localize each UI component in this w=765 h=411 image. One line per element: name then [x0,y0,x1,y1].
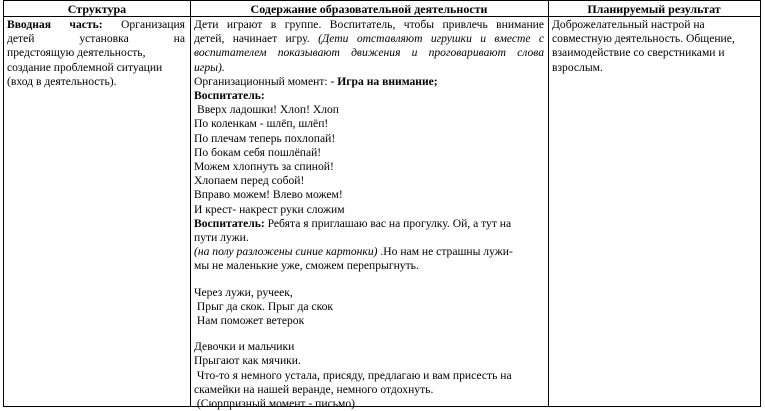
intro-italic: игры). [194,60,225,74]
header-divider [4,16,760,17]
walk-text: пути лужи. [194,231,249,245]
structure-line: детей установка на [7,32,185,46]
result-cell [552,18,756,75]
poem-line: Можем хлопнуть за спиной! [194,160,334,174]
surprise-moment: (Сюрпризный момент - письмо) [194,397,355,411]
rhyme-line: Что-то я немного устала, присяду, предлагаю и вам присесть на [194,368,512,382]
intro-line: детей, начинает игру. [194,32,319,46]
intro-italic: (Дети отставляют игрушки и вместе с [318,32,545,46]
header-result: Планируемый результат [587,2,721,16]
walk-text: Ребята я приглашаю вас на прогулку. Ой, а тут на [264,216,512,230]
rhyme-line: Прыгают как мячики. [194,354,301,368]
lesson-table [3,0,761,411]
poem-line: По коленкам - шлёп, шлёп! [194,117,329,131]
intro-italic: воспитателем показывают движения и проговаривают слова [194,46,544,60]
poem-line: По бокам себя пошлёпай! [194,145,322,159]
result-line: Доброжелательный настрой на [552,18,705,31]
puddles-italic: (на полу разложены синие картонки) [194,245,378,259]
intro-part-label: Вводная часть: [7,18,103,31]
structure-line: создание проблемной ситуации [7,60,163,74]
poem-line: По плечам теперь похлопай! [194,131,336,145]
column-divider-1 [190,1,191,406]
structure-line: (вход в деятельность). [7,74,117,88]
rhyme-line: Через лужи, ручеек, [194,285,293,299]
structure-cell [7,18,185,89]
puddles-text: .Но нам не страшны лужи- [377,245,513,259]
poem-line: И крест- накрест руки сложим [194,202,345,216]
org-game-title: Игра на внимание; [337,74,438,88]
structure-line: предстоящую деятельность, [7,46,146,60]
poem-line: Вверх ладошки! Хлоп! Хлоп [197,103,340,117]
puddles-text: мы не маленькие уже, сможем перепрыгнуть. [194,259,419,273]
column-divider-2 [548,1,549,406]
rhyme-line: Прыг да скок. Прыг да скок [194,299,334,313]
rhyme-line: скамейки на нашей веранде, немного отдохнуть. [194,382,434,396]
header-content: Содержание образовательной деятельности [250,2,488,16]
header-structure: Структура [67,2,127,16]
intro-line: Дети играют в группе. Воспитатель, чтобы привлечь внимание [194,18,544,31]
poem-line: Хлопаем перед собой! [194,174,305,188]
result-line: взаимодействие со сверстниками и [552,46,725,60]
content-cell [194,18,544,411]
intro-part-text: Организация [102,18,185,31]
teacher-label: Воспитатель: [194,216,265,230]
poem-line: Вправо можем! Влево можем! [194,188,343,202]
org-moment-label: Организационный момент: - [194,74,338,88]
result-line: совместную деятельность. Общение, [552,32,735,46]
result-line: взрослым. [552,60,603,74]
rhyme-line: Нам поможет ветерок [194,314,305,328]
teacher-label: Воспитатель: [194,89,265,103]
rhyme-line: Девочки и мальчики [194,340,295,354]
